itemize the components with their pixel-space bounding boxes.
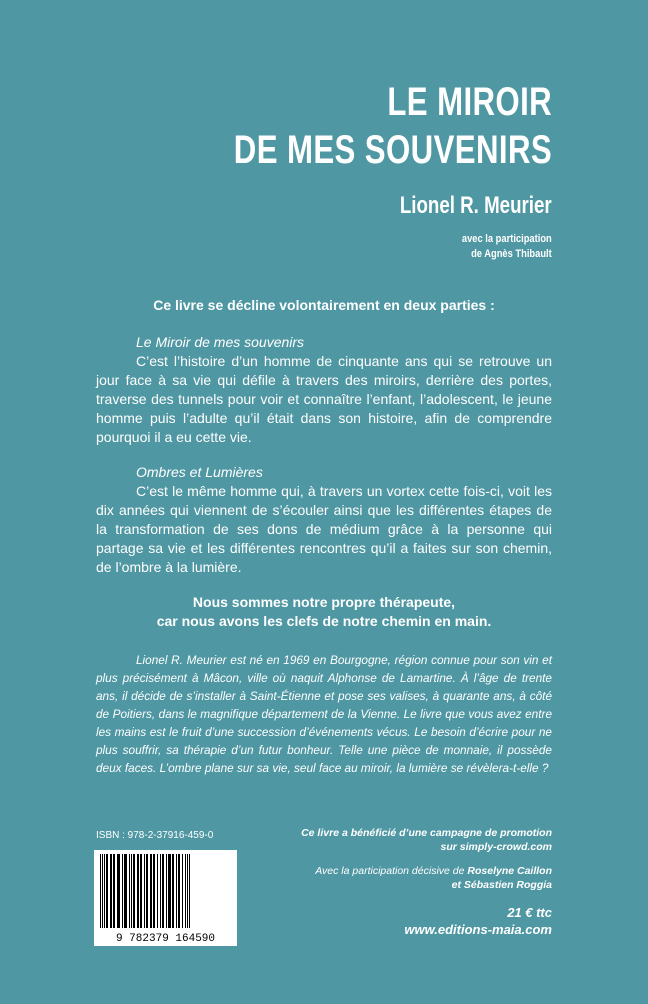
part1-title: Le Miroir de mes souvenirs	[136, 334, 305, 350]
barcode-bar	[187, 854, 188, 928]
barcode-bar	[100, 854, 101, 928]
barcode-bar	[153, 854, 155, 928]
thanks-and: et	[451, 879, 464, 891]
barcode-bar	[178, 854, 180, 928]
part2-description: C’est le même homme qui, à travers un vortex cette fois-ci, voit les dix années qui viennent de s’écouler ainsi que les différentes étapes de la transformation de ses dons de médium grâce à la personne qui partage sa vie et les différentes rencontres qu’il a faites sur son chemin, de l’ombre à la lumière.	[96, 483, 552, 575]
collaboration-line-1: avec la participation	[462, 233, 552, 245]
back-cover-text	[96, 296, 552, 777]
barcode-bar	[133, 854, 135, 928]
barcode-graphic	[94, 850, 237, 946]
barcode-bar	[189, 854, 190, 928]
quote-line-1: Nous sommes notre propre thérapeute,	[192, 594, 456, 610]
thanks-prefix: Avec la participation décisive de	[315, 865, 468, 877]
thanks-line-2	[262, 878, 552, 892]
barcode-bar	[172, 854, 174, 928]
barcode-bar	[117, 854, 120, 928]
part2-title: Ombres et Lumières	[136, 464, 263, 480]
quote-line-2: car nous avons les clefs de notre chemin en main.	[156, 613, 492, 629]
barcode-bar	[166, 854, 167, 928]
price: 21 € ttc	[507, 905, 552, 920]
book-title-line-1: LE MIROIR	[387, 80, 552, 124]
barcode-bar	[150, 854, 152, 928]
barcode-bar	[131, 854, 132, 928]
barcode-bar	[157, 854, 158, 928]
book-title	[234, 78, 552, 174]
barcode-bar	[144, 854, 145, 928]
barcode-bar	[140, 854, 142, 928]
promo-line-2: sur simply-crowd.com	[440, 841, 552, 853]
barcode-bar	[110, 854, 112, 928]
barcode-number: 9 782379 164590	[115, 933, 216, 945]
barcode-bar	[185, 854, 186, 928]
barcode-bar	[122, 854, 123, 928]
collaboration-line-2: de Agnès Thibault	[471, 248, 552, 260]
highlight-quote	[96, 593, 552, 631]
barcode-bar	[104, 854, 105, 928]
intro-text: Ce livre se décline volontairement en deux parties :	[153, 297, 495, 313]
thanks-name-2: Sébastien Roggia	[463, 879, 552, 891]
barcode-bar	[160, 854, 161, 928]
isbn-label: ISBN : 978-2-37916-459-0	[96, 830, 214, 841]
collaboration-credit	[462, 232, 552, 262]
publisher-info	[262, 826, 552, 938]
barcode-bar	[124, 854, 127, 928]
barcode-bar	[162, 854, 164, 928]
author-name: Lionel R. Meurier	[400, 192, 552, 219]
barcode-bar	[176, 854, 177, 928]
barcode-bar	[137, 854, 139, 928]
barcode-bar	[106, 854, 108, 928]
barcode-bar	[168, 854, 171, 928]
barcode-bar	[182, 854, 183, 928]
publisher-website: www.editions-maia.com	[404, 922, 552, 937]
book-title-line-2: DE MES SOUVENIRS	[233, 128, 552, 172]
thanks-line-1	[262, 864, 552, 878]
promo-line-1: Ce livre a bénéficié d’une campagne de promotion	[301, 827, 552, 839]
author-biography: Lionel R. Meurier est né en 1969 en Bourgogne, région connue pour son vin et plus précisément à Mâcon, ville où naquit Alphonse de Lamartine. À l’âge de trente ans, il décide de s’installer à Saint-Étienne et pose ses valises, à quarante ans, à côté de Poitiers, dans le magnifique département de la Vienne. Le livre que vous avez entre les mains est le fruit d’une succession d’événements vécus. Le besoin d’écrire pour ne plus souffrir, sa thérapie d’un futur bonheur. Telle une pièce de monnaie, il possède deux faces. L’ombre plane sur sa vie, seul face au miroir, la lumière se révèlera-t-elle ?	[96, 653, 552, 775]
thanks-name-1: Roselyne Caillon	[467, 865, 552, 877]
barcode-bar	[113, 854, 115, 928]
barcode-bar	[102, 854, 103, 928]
part1-description: C’est l’histoire d’un homme de cinquante ans qui se retrouve un jour face à sa vie qui défile à travers des miroirs, derrière des portes, traverse des tunnels pour voir et connaître l’enfant, l’adolescent, le jeune homme puis l’adulte qu’il était dans son histoire, afin de comprendre pourquoi il a eu cette vie.	[96, 353, 552, 445]
barcode-bar	[129, 854, 130, 928]
barcode-bar	[146, 854, 148, 928]
barcode	[94, 850, 237, 946]
